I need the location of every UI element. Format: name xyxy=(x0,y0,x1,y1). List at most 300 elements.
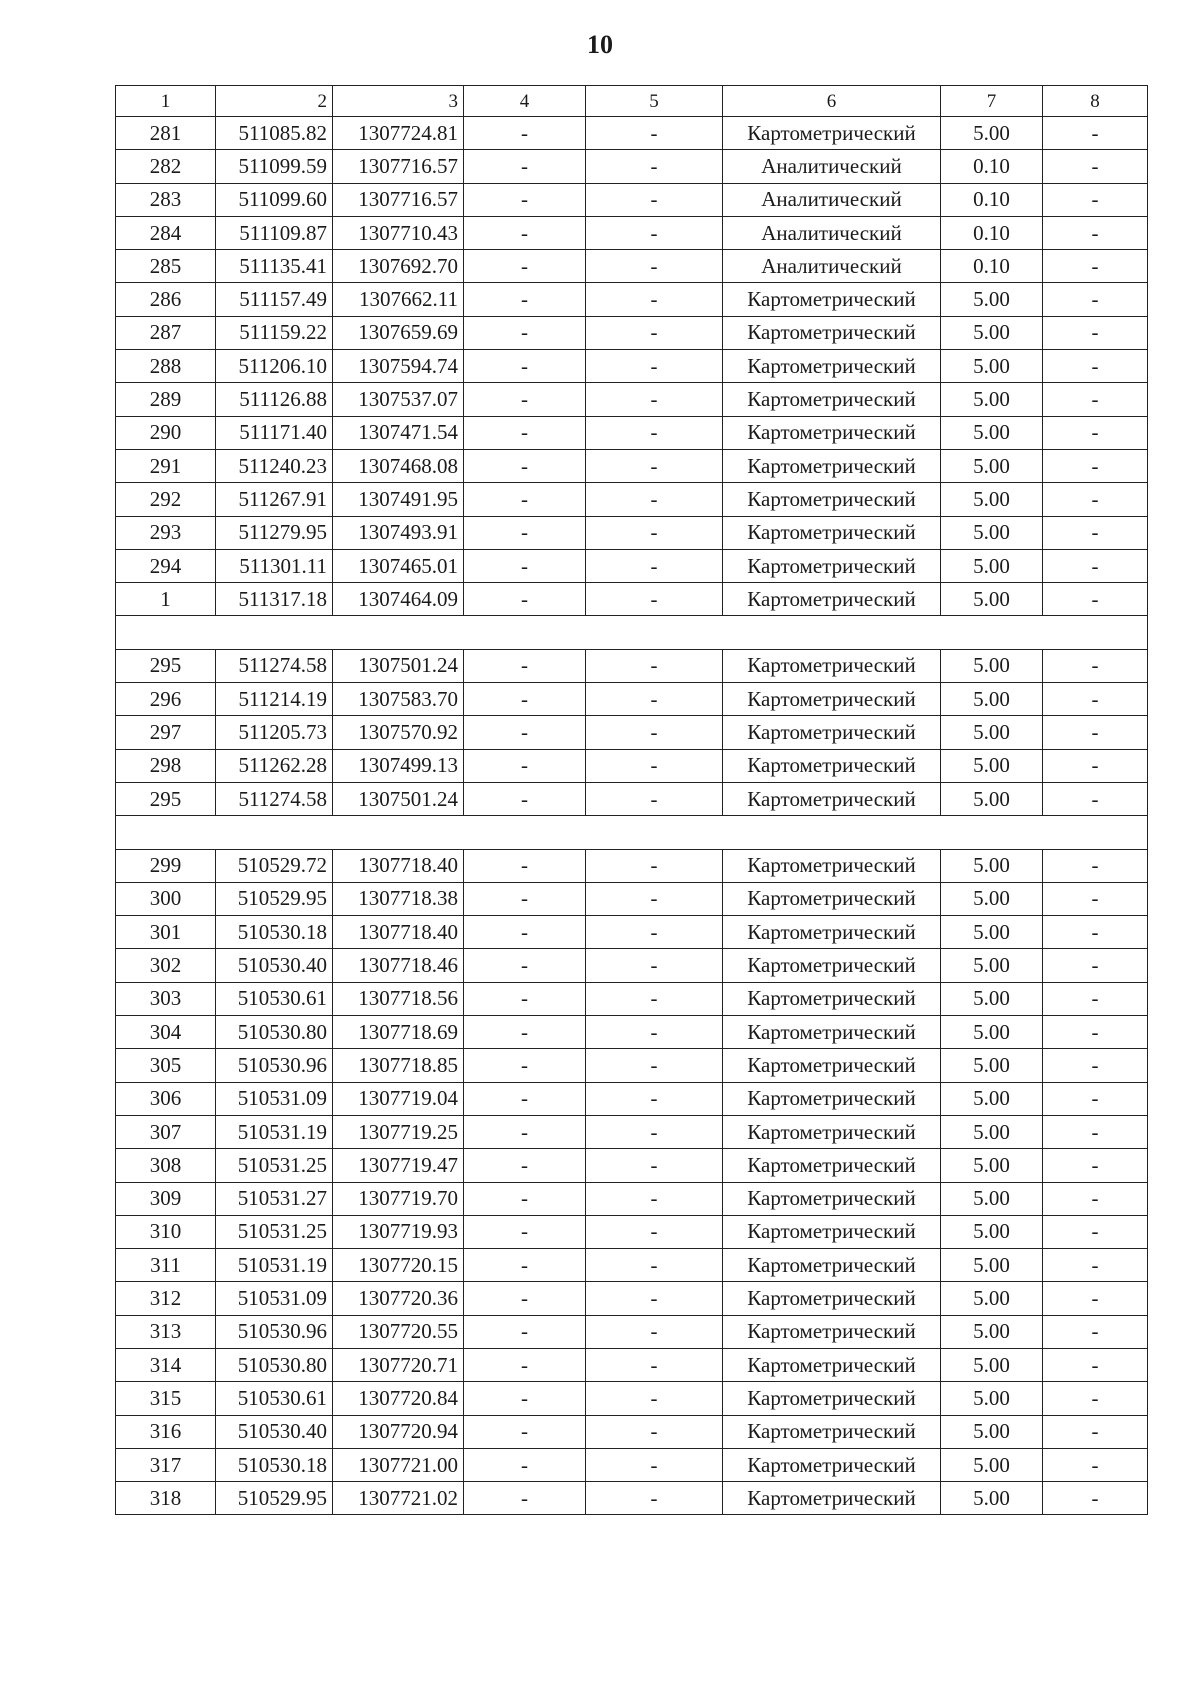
table-cell: 5.00 xyxy=(941,1016,1043,1049)
table-cell: - xyxy=(1043,649,1148,682)
table-cell: 1307464.09 xyxy=(333,583,464,616)
table-cell: 5.00 xyxy=(941,1315,1043,1348)
table-cell: 1307719.47 xyxy=(333,1149,464,1182)
table-cell: Картометрический xyxy=(723,849,941,882)
table-cell: - xyxy=(464,383,586,416)
table-cell: - xyxy=(1043,1082,1148,1115)
table-row xyxy=(116,1215,1148,1248)
table-cell: - xyxy=(464,1382,586,1415)
table-cell xyxy=(116,616,216,649)
table-cell: - xyxy=(1043,1149,1148,1182)
table-cell: 0.10 xyxy=(941,150,1043,183)
table-cell: 510530.96 xyxy=(216,1315,333,1348)
table-cell: - xyxy=(464,1182,586,1215)
table-cell: - xyxy=(464,849,586,882)
table-cell: 511085.82 xyxy=(216,117,333,150)
table-cell: Картометрический xyxy=(723,716,941,749)
table-cell: - xyxy=(464,283,586,316)
table-cell: - xyxy=(1043,183,1148,216)
table-cell: 510531.19 xyxy=(216,1249,333,1282)
table-cell: Картометрический xyxy=(723,449,941,482)
table-cell: Картометрический xyxy=(723,1282,941,1315)
table-cell: 511206.10 xyxy=(216,350,333,383)
table-cell: Картометрический xyxy=(723,1382,941,1415)
table-cell: 510530.40 xyxy=(216,949,333,982)
table-cell: 510530.61 xyxy=(216,1382,333,1415)
table-cell: - xyxy=(1043,1482,1148,1515)
table-cell: 510529.72 xyxy=(216,849,333,882)
table-row xyxy=(116,483,1148,516)
table-cell: 1307720.84 xyxy=(333,1382,464,1415)
table-cell: - xyxy=(464,1249,586,1282)
table-row xyxy=(116,250,1148,283)
table-cell: Аналитический xyxy=(723,250,941,283)
table-cell: 5.00 xyxy=(941,982,1043,1015)
table-cell: - xyxy=(1043,882,1148,915)
table-cell: 1307468.08 xyxy=(333,449,464,482)
table-cell: 5.00 xyxy=(941,1182,1043,1215)
table-row xyxy=(116,516,1148,549)
table-cell: Картометрический xyxy=(723,1448,941,1481)
table-cell xyxy=(333,616,464,649)
table-row xyxy=(116,316,1148,349)
table-cell: 1307720.36 xyxy=(333,1282,464,1315)
table-cell: 5.00 xyxy=(941,1415,1043,1448)
table-cell: - xyxy=(1043,250,1148,283)
table-cell: 1307570.92 xyxy=(333,716,464,749)
table-cell: - xyxy=(586,216,723,249)
table-cell: - xyxy=(586,117,723,150)
table-cell: Картометрический xyxy=(723,1115,941,1148)
table-cell: 1307710.43 xyxy=(333,216,464,249)
table-cell: - xyxy=(464,1149,586,1182)
table-cell: 511274.58 xyxy=(216,649,333,682)
table-cell: - xyxy=(1043,549,1148,582)
table-cell: 316 xyxy=(116,1415,216,1448)
table-cell: - xyxy=(1043,383,1148,416)
table-cell: 5.00 xyxy=(941,583,1043,616)
table-cell: 313 xyxy=(116,1315,216,1348)
table-cell: - xyxy=(464,882,586,915)
table-cell: - xyxy=(464,1082,586,1115)
table-cell: 0.10 xyxy=(941,250,1043,283)
table-cell: 510530.18 xyxy=(216,916,333,949)
column-header: 1 xyxy=(116,86,216,117)
table-cell: 5.00 xyxy=(941,716,1043,749)
table-cell: - xyxy=(586,250,723,283)
table-cell: - xyxy=(464,1315,586,1348)
table-cell: - xyxy=(586,716,723,749)
table-cell: 1307594.74 xyxy=(333,350,464,383)
table-cell: 5.00 xyxy=(941,882,1043,915)
table-cell: - xyxy=(464,1348,586,1381)
table-cell: - xyxy=(586,549,723,582)
table-cell: Картометрический xyxy=(723,1348,941,1381)
table-cell: 1307718.46 xyxy=(333,949,464,982)
table-row xyxy=(116,1348,1148,1381)
table-cell: 304 xyxy=(116,1016,216,1049)
table-row xyxy=(116,1182,1148,1215)
table-cell xyxy=(116,816,216,849)
table-cell xyxy=(1043,616,1148,649)
table-cell: - xyxy=(1043,1348,1148,1381)
table-cell: 510529.95 xyxy=(216,1482,333,1515)
table-cell: 1307499.13 xyxy=(333,749,464,782)
table-cell: 510531.19 xyxy=(216,1115,333,1148)
table-cell: 1307720.71 xyxy=(333,1348,464,1381)
table-cell: Картометрический xyxy=(723,1182,941,1215)
table-cell: 1307716.57 xyxy=(333,183,464,216)
table-row xyxy=(116,150,1148,183)
table-row xyxy=(116,616,1148,649)
table-row xyxy=(116,1016,1148,1049)
table-cell: 510530.61 xyxy=(216,982,333,1015)
table-cell: Картометрический xyxy=(723,583,941,616)
table-row xyxy=(116,283,1148,316)
table-cell: - xyxy=(586,749,723,782)
table-row xyxy=(116,782,1148,815)
table-row xyxy=(116,849,1148,882)
table-cell: 297 xyxy=(116,716,216,749)
table-cell: 5.00 xyxy=(941,516,1043,549)
table-cell: - xyxy=(586,449,723,482)
column-header: 7 xyxy=(941,86,1043,117)
table-cell: Картометрический xyxy=(723,383,941,416)
table-cell: 1307718.69 xyxy=(333,1016,464,1049)
table-cell: - xyxy=(1043,1215,1148,1248)
table-cell: 311 xyxy=(116,1249,216,1282)
table-cell: 318 xyxy=(116,1482,216,1515)
table-cell: 511214.19 xyxy=(216,683,333,716)
table-cell: - xyxy=(1043,283,1148,316)
table-cell: Картометрический xyxy=(723,117,941,150)
table-cell: Картометрический xyxy=(723,1049,941,1082)
table-cell: Картометрический xyxy=(723,1415,941,1448)
table-cell: 299 xyxy=(116,849,216,882)
table-cell: - xyxy=(1043,1182,1148,1215)
table-cell: - xyxy=(464,216,586,249)
table-cell: 5.00 xyxy=(941,1215,1043,1248)
table-cell: 1307537.07 xyxy=(333,383,464,416)
table-cell: 1307724.81 xyxy=(333,117,464,150)
table-cell: 296 xyxy=(116,683,216,716)
table-cell: 312 xyxy=(116,1282,216,1315)
table-cell: 5.00 xyxy=(941,1249,1043,1282)
table-cell: Картометрический xyxy=(723,916,941,949)
table-cell: 511301.11 xyxy=(216,549,333,582)
table-cell: - xyxy=(586,1448,723,1481)
table-cell: 510530.80 xyxy=(216,1016,333,1049)
table-cell: 309 xyxy=(116,1182,216,1215)
table-cell xyxy=(723,616,941,649)
table-cell: 1307719.70 xyxy=(333,1182,464,1215)
table-cell: 5.00 xyxy=(941,283,1043,316)
table-row xyxy=(116,1082,1148,1115)
table-cell: 5.00 xyxy=(941,1149,1043,1182)
table-cell: - xyxy=(586,1149,723,1182)
table-cell: 1307718.85 xyxy=(333,1049,464,1082)
table-body xyxy=(116,86,1148,1515)
table-cell xyxy=(586,616,723,649)
table-cell: 288 xyxy=(116,350,216,383)
table-cell: 510530.40 xyxy=(216,1415,333,1448)
table-cell: - xyxy=(586,583,723,616)
table-cell: Картометрический xyxy=(723,316,941,349)
table-cell: 1 xyxy=(116,583,216,616)
table-row xyxy=(116,1315,1148,1348)
table-cell: - xyxy=(464,749,586,782)
table-row xyxy=(116,449,1148,482)
table-header-row xyxy=(116,86,1148,117)
table-cell: - xyxy=(1043,1315,1148,1348)
table-cell xyxy=(464,816,586,849)
table-cell xyxy=(333,816,464,849)
table-cell: - xyxy=(1043,449,1148,482)
table-row xyxy=(116,1049,1148,1082)
table-cell: 511099.60 xyxy=(216,183,333,216)
table-cell: - xyxy=(586,849,723,882)
table-row xyxy=(116,350,1148,383)
table-cell: 290 xyxy=(116,416,216,449)
table-cell: Картометрический xyxy=(723,416,941,449)
table-cell: - xyxy=(586,782,723,815)
table-cell: - xyxy=(1043,483,1148,516)
table-cell: 317 xyxy=(116,1448,216,1481)
column-header: 8 xyxy=(1043,86,1148,117)
table-cell: 5.00 xyxy=(941,1348,1043,1381)
table-cell: - xyxy=(586,1115,723,1148)
table-cell: - xyxy=(586,516,723,549)
table-cell: - xyxy=(586,882,723,915)
column-header: 3 xyxy=(333,86,464,117)
table-cell: 1307720.94 xyxy=(333,1415,464,1448)
table-cell: 1307465.01 xyxy=(333,549,464,582)
table-cell: 5.00 xyxy=(941,1049,1043,1082)
table-cell: 510531.09 xyxy=(216,1082,333,1115)
table-cell: - xyxy=(464,483,586,516)
table-cell: 282 xyxy=(116,150,216,183)
table-cell: 5.00 xyxy=(941,1448,1043,1481)
table-cell: - xyxy=(1043,949,1148,982)
table-cell: 510531.25 xyxy=(216,1215,333,1248)
table-row xyxy=(116,916,1148,949)
table-cell: 511267.91 xyxy=(216,483,333,516)
table-cell: - xyxy=(586,316,723,349)
table-cell: Картометрический xyxy=(723,1249,941,1282)
table-cell: - xyxy=(586,1415,723,1448)
column-header: 5 xyxy=(586,86,723,117)
table-cell: Картометрический xyxy=(723,1016,941,1049)
table-cell: - xyxy=(586,982,723,1015)
table-cell: 5.00 xyxy=(941,1382,1043,1415)
table-cell: - xyxy=(464,250,586,283)
table-row xyxy=(116,816,1148,849)
table-cell: - xyxy=(1043,150,1148,183)
table-cell: - xyxy=(586,1215,723,1248)
table-cell: 302 xyxy=(116,949,216,982)
table-cell: 511240.23 xyxy=(216,449,333,482)
table-cell xyxy=(216,816,333,849)
table-cell: 287 xyxy=(116,316,216,349)
table-cell: - xyxy=(464,150,586,183)
column-header: 2 xyxy=(216,86,333,117)
table-row xyxy=(116,1382,1148,1415)
table-cell: - xyxy=(1043,316,1148,349)
table-cell: 511109.87 xyxy=(216,216,333,249)
table-cell: 1307719.04 xyxy=(333,1082,464,1115)
table-cell: - xyxy=(586,1016,723,1049)
table-cell: 1307501.24 xyxy=(333,782,464,815)
table-cell: Картометрический xyxy=(723,516,941,549)
table-cell: 5.00 xyxy=(941,1082,1043,1115)
table-cell: 5.00 xyxy=(941,350,1043,383)
table-cell: - xyxy=(464,1282,586,1315)
table-cell: 301 xyxy=(116,916,216,949)
table-row xyxy=(116,716,1148,749)
table-cell: 293 xyxy=(116,516,216,549)
table-cell: 5.00 xyxy=(941,1282,1043,1315)
table-cell xyxy=(941,616,1043,649)
table-cell: Картометрический xyxy=(723,949,941,982)
table-row xyxy=(116,982,1148,1015)
table-cell: 511099.59 xyxy=(216,150,333,183)
table-cell: 1307718.40 xyxy=(333,916,464,949)
table-cell: - xyxy=(586,1482,723,1515)
table-cell: 511157.49 xyxy=(216,283,333,316)
table-cell: 5.00 xyxy=(941,849,1043,882)
table-cell: 510530.18 xyxy=(216,1448,333,1481)
table-row xyxy=(116,683,1148,716)
table-cell: - xyxy=(586,283,723,316)
table-cell: 1307718.38 xyxy=(333,882,464,915)
table-cell: 511171.40 xyxy=(216,416,333,449)
table-cell: - xyxy=(1043,849,1148,882)
table-cell: Картометрический xyxy=(723,1082,941,1115)
table-cell: - xyxy=(586,1082,723,1115)
table-cell: - xyxy=(1043,782,1148,815)
table-cell: - xyxy=(586,416,723,449)
table-cell: - xyxy=(586,1049,723,1082)
table-cell: - xyxy=(464,316,586,349)
table-cell: - xyxy=(586,1315,723,1348)
table-cell: 1307719.25 xyxy=(333,1115,464,1148)
table-cell: - xyxy=(586,1249,723,1282)
table-cell: 1307720.55 xyxy=(333,1315,464,1348)
table-cell: 511135.41 xyxy=(216,250,333,283)
table-cell: 511126.88 xyxy=(216,383,333,416)
table-cell: 5.00 xyxy=(941,549,1043,582)
table-cell: - xyxy=(586,1348,723,1381)
column-header: 6 xyxy=(723,86,941,117)
table-row xyxy=(116,1448,1148,1481)
column-header: 4 xyxy=(464,86,586,117)
table-cell xyxy=(216,616,333,649)
table-cell: 314 xyxy=(116,1348,216,1381)
table-cell: 5.00 xyxy=(941,449,1043,482)
table-cell: 1307471.54 xyxy=(333,416,464,449)
table-cell: 1307719.93 xyxy=(333,1215,464,1248)
table-cell: - xyxy=(464,716,586,749)
coordinates-table xyxy=(115,85,1148,1515)
table-cell: - xyxy=(464,949,586,982)
table-cell: 5.00 xyxy=(941,916,1043,949)
table-row xyxy=(116,949,1148,982)
table-cell: 315 xyxy=(116,1382,216,1415)
table-cell: 511159.22 xyxy=(216,316,333,349)
table-cell: 289 xyxy=(116,383,216,416)
table-cell: 281 xyxy=(116,117,216,150)
table-cell: - xyxy=(464,1016,586,1049)
table-cell: 292 xyxy=(116,483,216,516)
table-cell: - xyxy=(464,1115,586,1148)
table-cell: - xyxy=(464,449,586,482)
table-cell: 298 xyxy=(116,749,216,782)
table-cell: - xyxy=(586,483,723,516)
table-cell: Картометрический xyxy=(723,549,941,582)
table-cell: 5.00 xyxy=(941,416,1043,449)
table-cell: 511274.58 xyxy=(216,782,333,815)
table-cell: 295 xyxy=(116,782,216,815)
table-cell: - xyxy=(464,516,586,549)
table-cell: Картометрический xyxy=(723,649,941,682)
table-cell: 511317.18 xyxy=(216,583,333,616)
table-cell: 5.00 xyxy=(941,383,1043,416)
table-cell: Картометрический xyxy=(723,1215,941,1248)
table-cell: 510530.96 xyxy=(216,1049,333,1082)
table-cell: 294 xyxy=(116,549,216,582)
table-cell: - xyxy=(1043,1016,1148,1049)
table-cell: 283 xyxy=(116,183,216,216)
table-cell: 5.00 xyxy=(941,117,1043,150)
table-cell: 5.00 xyxy=(941,782,1043,815)
table-cell: - xyxy=(586,350,723,383)
table-cell: 0.10 xyxy=(941,183,1043,216)
table-cell: Картометрический xyxy=(723,683,941,716)
table-cell: 511262.28 xyxy=(216,749,333,782)
table-cell: - xyxy=(586,1382,723,1415)
table-cell: 300 xyxy=(116,882,216,915)
table-cell: 307 xyxy=(116,1115,216,1148)
table-cell: - xyxy=(464,416,586,449)
table-cell: Картометрический xyxy=(723,982,941,1015)
table-cell: Аналитический xyxy=(723,216,941,249)
table-row xyxy=(116,549,1148,582)
table-cell: 510531.25 xyxy=(216,1149,333,1182)
table-row xyxy=(116,183,1148,216)
table-row xyxy=(116,216,1148,249)
table-cell: - xyxy=(464,583,586,616)
table-cell: - xyxy=(586,183,723,216)
table-cell: 286 xyxy=(116,283,216,316)
table-cell: 303 xyxy=(116,982,216,1015)
table-cell: 1307716.57 xyxy=(333,150,464,183)
table-cell: Картометрический xyxy=(723,1149,941,1182)
table-cell: - xyxy=(1043,583,1148,616)
table-cell: - xyxy=(586,683,723,716)
table-cell: Картометрический xyxy=(723,782,941,815)
table-cell xyxy=(464,616,586,649)
table-cell: - xyxy=(1043,1282,1148,1315)
table-cell: Картометрический xyxy=(723,1315,941,1348)
table-cell: Картометрический xyxy=(723,749,941,782)
table-cell: 1307491.95 xyxy=(333,483,464,516)
table-cell: - xyxy=(586,1182,723,1215)
table-cell: 1307659.69 xyxy=(333,316,464,349)
table-cell: - xyxy=(1043,216,1148,249)
table-cell xyxy=(723,816,941,849)
table-cell: 510529.95 xyxy=(216,882,333,915)
table-row xyxy=(116,383,1148,416)
